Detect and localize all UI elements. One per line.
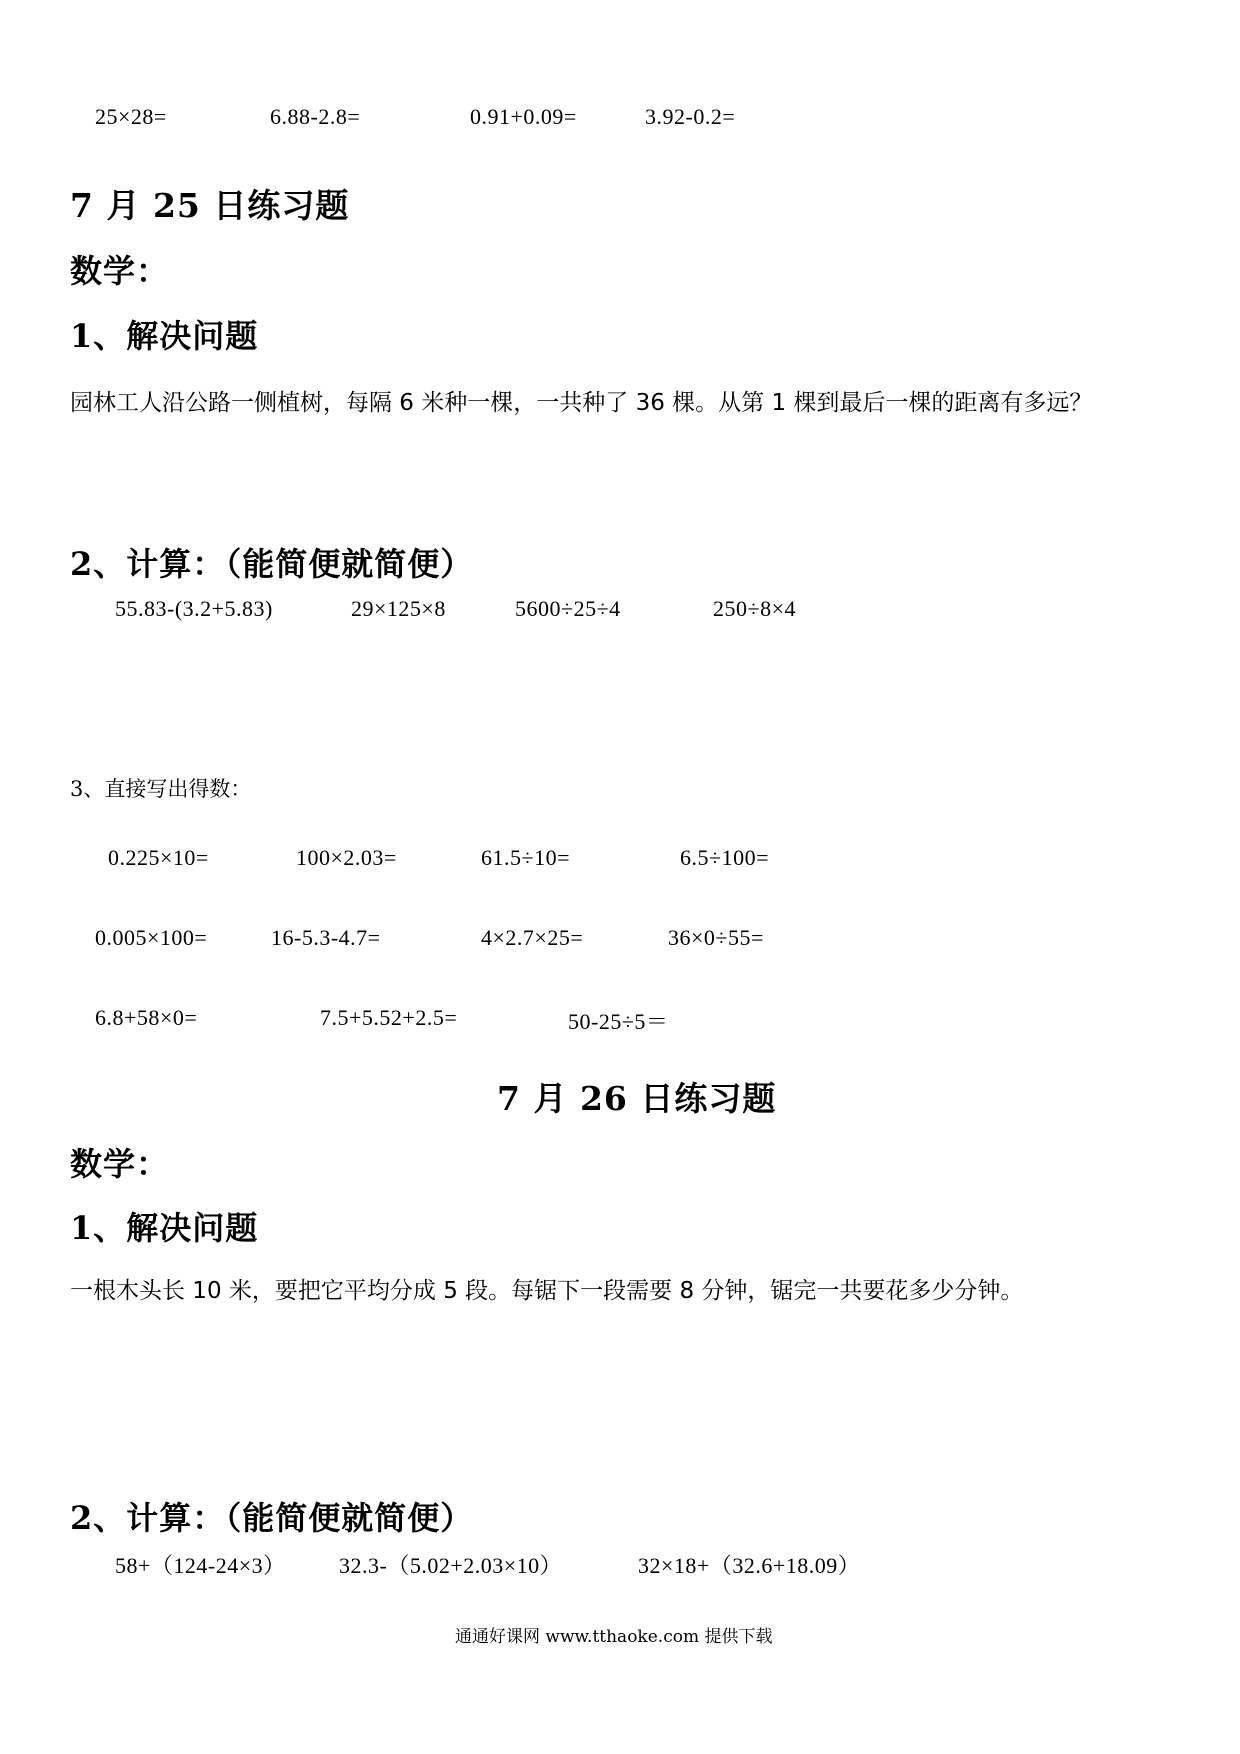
day26-q2-item-1: 58+（124-24×3） [115, 1553, 286, 1578]
day25-q3-r1-c1: 0.225×10= [108, 845, 209, 870]
day25-q3-r3-c3: 50-25÷5＝ [568, 1009, 669, 1034]
day25-q1-heading: 1、解决问题 [70, 317, 259, 355]
page-footer: 通通好课网 www.tthaoke.com 提供下载 [455, 1627, 773, 1647]
day25-q3-r2-c2: 16-5.3-4.7= [271, 925, 381, 950]
top-equation-2: 6.88-2.8= [270, 104, 361, 129]
day25-q3-r2-c3: 4×2.7×25= [481, 925, 584, 950]
day26-q2-heading: 2、计算：（能简便就简便） [70, 1499, 474, 1537]
day25-subject: 数学： [70, 252, 170, 290]
day25-q3-heading: 3、直接写出得数： [70, 777, 252, 801]
day26-q1-text: 一根木头长 10 米，要把它平均分成 5 段。每锯下一段需要 8 分钟，锯完一共要花多少分钟。 [70, 1278, 1024, 1304]
day26-subject: 数学： [70, 1145, 170, 1183]
day25-q3-r2-c1: 0.005×100= [95, 925, 208, 950]
day25-q2-heading: 2、计算：（能简便就简便） [70, 545, 474, 583]
day25-q3-r1-c2: 100×2.03= [296, 845, 397, 870]
top-equation-4: 3.92-0.2= [645, 104, 736, 129]
day26-q1-heading: 1、解决问题 [70, 1209, 259, 1247]
day25-q3-r3-c1: 6.8+58×0= [95, 1005, 198, 1030]
day25-q2-item-3: 5600÷25÷4 [515, 596, 621, 621]
day26-q2-item-2: 32.3-（5.02+2.03×10） [339, 1553, 563, 1578]
day25-q2-item-4: 250÷8×4 [713, 596, 796, 621]
day26-q2-item-3: 32×18+（32.6+18.09） [638, 1553, 861, 1578]
day25-q3-r3-c2: 7.5+5.52+2.5= [320, 1005, 458, 1030]
day25-q1-text: 园林工人沿公路一侧植树，每隔 6 米种一棵，一共种了 36 棵。从第 1 棵到最后一棵的距离有多远？ [70, 390, 1093, 416]
day25-q3-r1-c4: 6.5÷100= [680, 845, 769, 870]
day26-title: 7 月 26 日练习题 [497, 1079, 777, 1118]
day25-q3-r1-c3: 61.5÷10= [481, 845, 570, 870]
top-equation-1: 25×28= [95, 104, 167, 129]
day25-title: 7 月 25 日练习题 [70, 186, 350, 225]
top-equation-3: 0.91+0.09= [470, 104, 577, 129]
day25-q2-item-1: 55.83-(3.2+5.83) [115, 596, 273, 621]
day25-q3-r2-c4: 36×0÷55= [668, 925, 764, 950]
day25-q2-item-2: 29×125×8 [351, 596, 446, 621]
